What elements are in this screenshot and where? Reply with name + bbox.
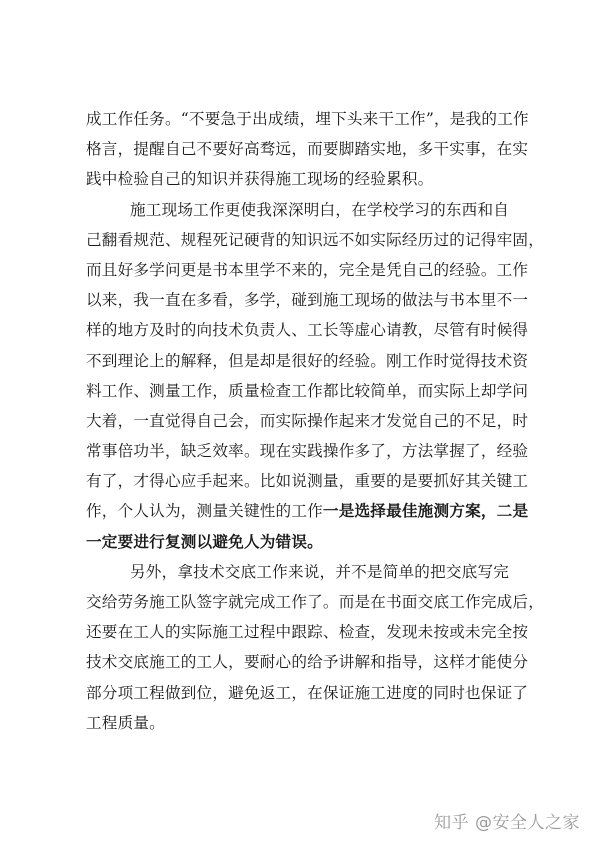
zhihu-watermark: 知乎 @安全人之家 xyxy=(434,813,580,833)
text-line: 工程质量。 xyxy=(86,713,165,732)
text-line: 践中检验自己的知识并获得施工现场的经验累积。 xyxy=(86,170,434,189)
text-line: 成工作任务。“不要急于出成绩，埋下头来干工作”，是我的工作 xyxy=(86,110,529,128)
bold-text-segment: 一是选择最佳施测方案，二是 xyxy=(322,502,529,521)
text-line: 技术交底施工的工人，要耐心的给予讲解和指导，这样才能使分 xyxy=(86,653,529,672)
bold-text-line: 一定要进行复测以避免人为错误。 xyxy=(86,532,323,551)
text-line-mixed xyxy=(86,496,529,526)
text-line: 还要在工人的实际施工过程中跟踪、检查，发现未按或未完全按 xyxy=(86,623,529,642)
text-line: 己翻看规范、规程死记硬背的知识远不如实际经历过的记得牢固， xyxy=(86,230,545,249)
text-line: 不到理论上的解释，但是却是很好的经验。刚工作时觉得技术资 xyxy=(86,351,529,370)
paragraph-first-line: 施工现场工作更使我深深明白，在学校学习的东西和自 xyxy=(130,200,510,219)
text-line: 格言，提醒自己不要好高骛远，而要脚踏实地，多干实事，在实 xyxy=(86,140,529,159)
text-line: 料工作、测量工作，质量检查工作都比较简单，而实际上却学问 xyxy=(86,381,529,400)
text-line: 部分项工程做到位，避免返工，在保证施工进度的同时也保证了 xyxy=(86,683,529,702)
document-body xyxy=(86,104,545,738)
text-segment: 作，个人认为，测量关键性的工作 xyxy=(86,502,323,521)
text-line: 以来，我一直在多看，多学，碰到施工现场的做法与书本里不一 xyxy=(86,291,529,310)
text-line: 常事倍功半，缺乏效率。现在实践操作多了，方法掌握了，经验 xyxy=(86,442,529,461)
text-line: 大着，一直觉得自己会，而实际操作起来才发觉自己的不足，时 xyxy=(86,411,529,430)
text-line: 交给劳务施工队签字就完成工作了。而是在书面交底工作完成后， xyxy=(86,593,545,611)
text-line: 有了，才得心应手起来。比如说测量，重要的是要抓好其关键工 xyxy=(86,472,529,491)
text-line: 而且好多学问更是书本里学不来的，完全是凭自己的经验。工作 xyxy=(86,260,529,279)
paragraph-first-line: 另外，拿技术交底工作来说，并不是简单的把交底写完 xyxy=(130,562,510,581)
text-line: 样的地方及时的向技术负责人、工长等虚心请教，尽管有时候得 xyxy=(86,321,529,340)
